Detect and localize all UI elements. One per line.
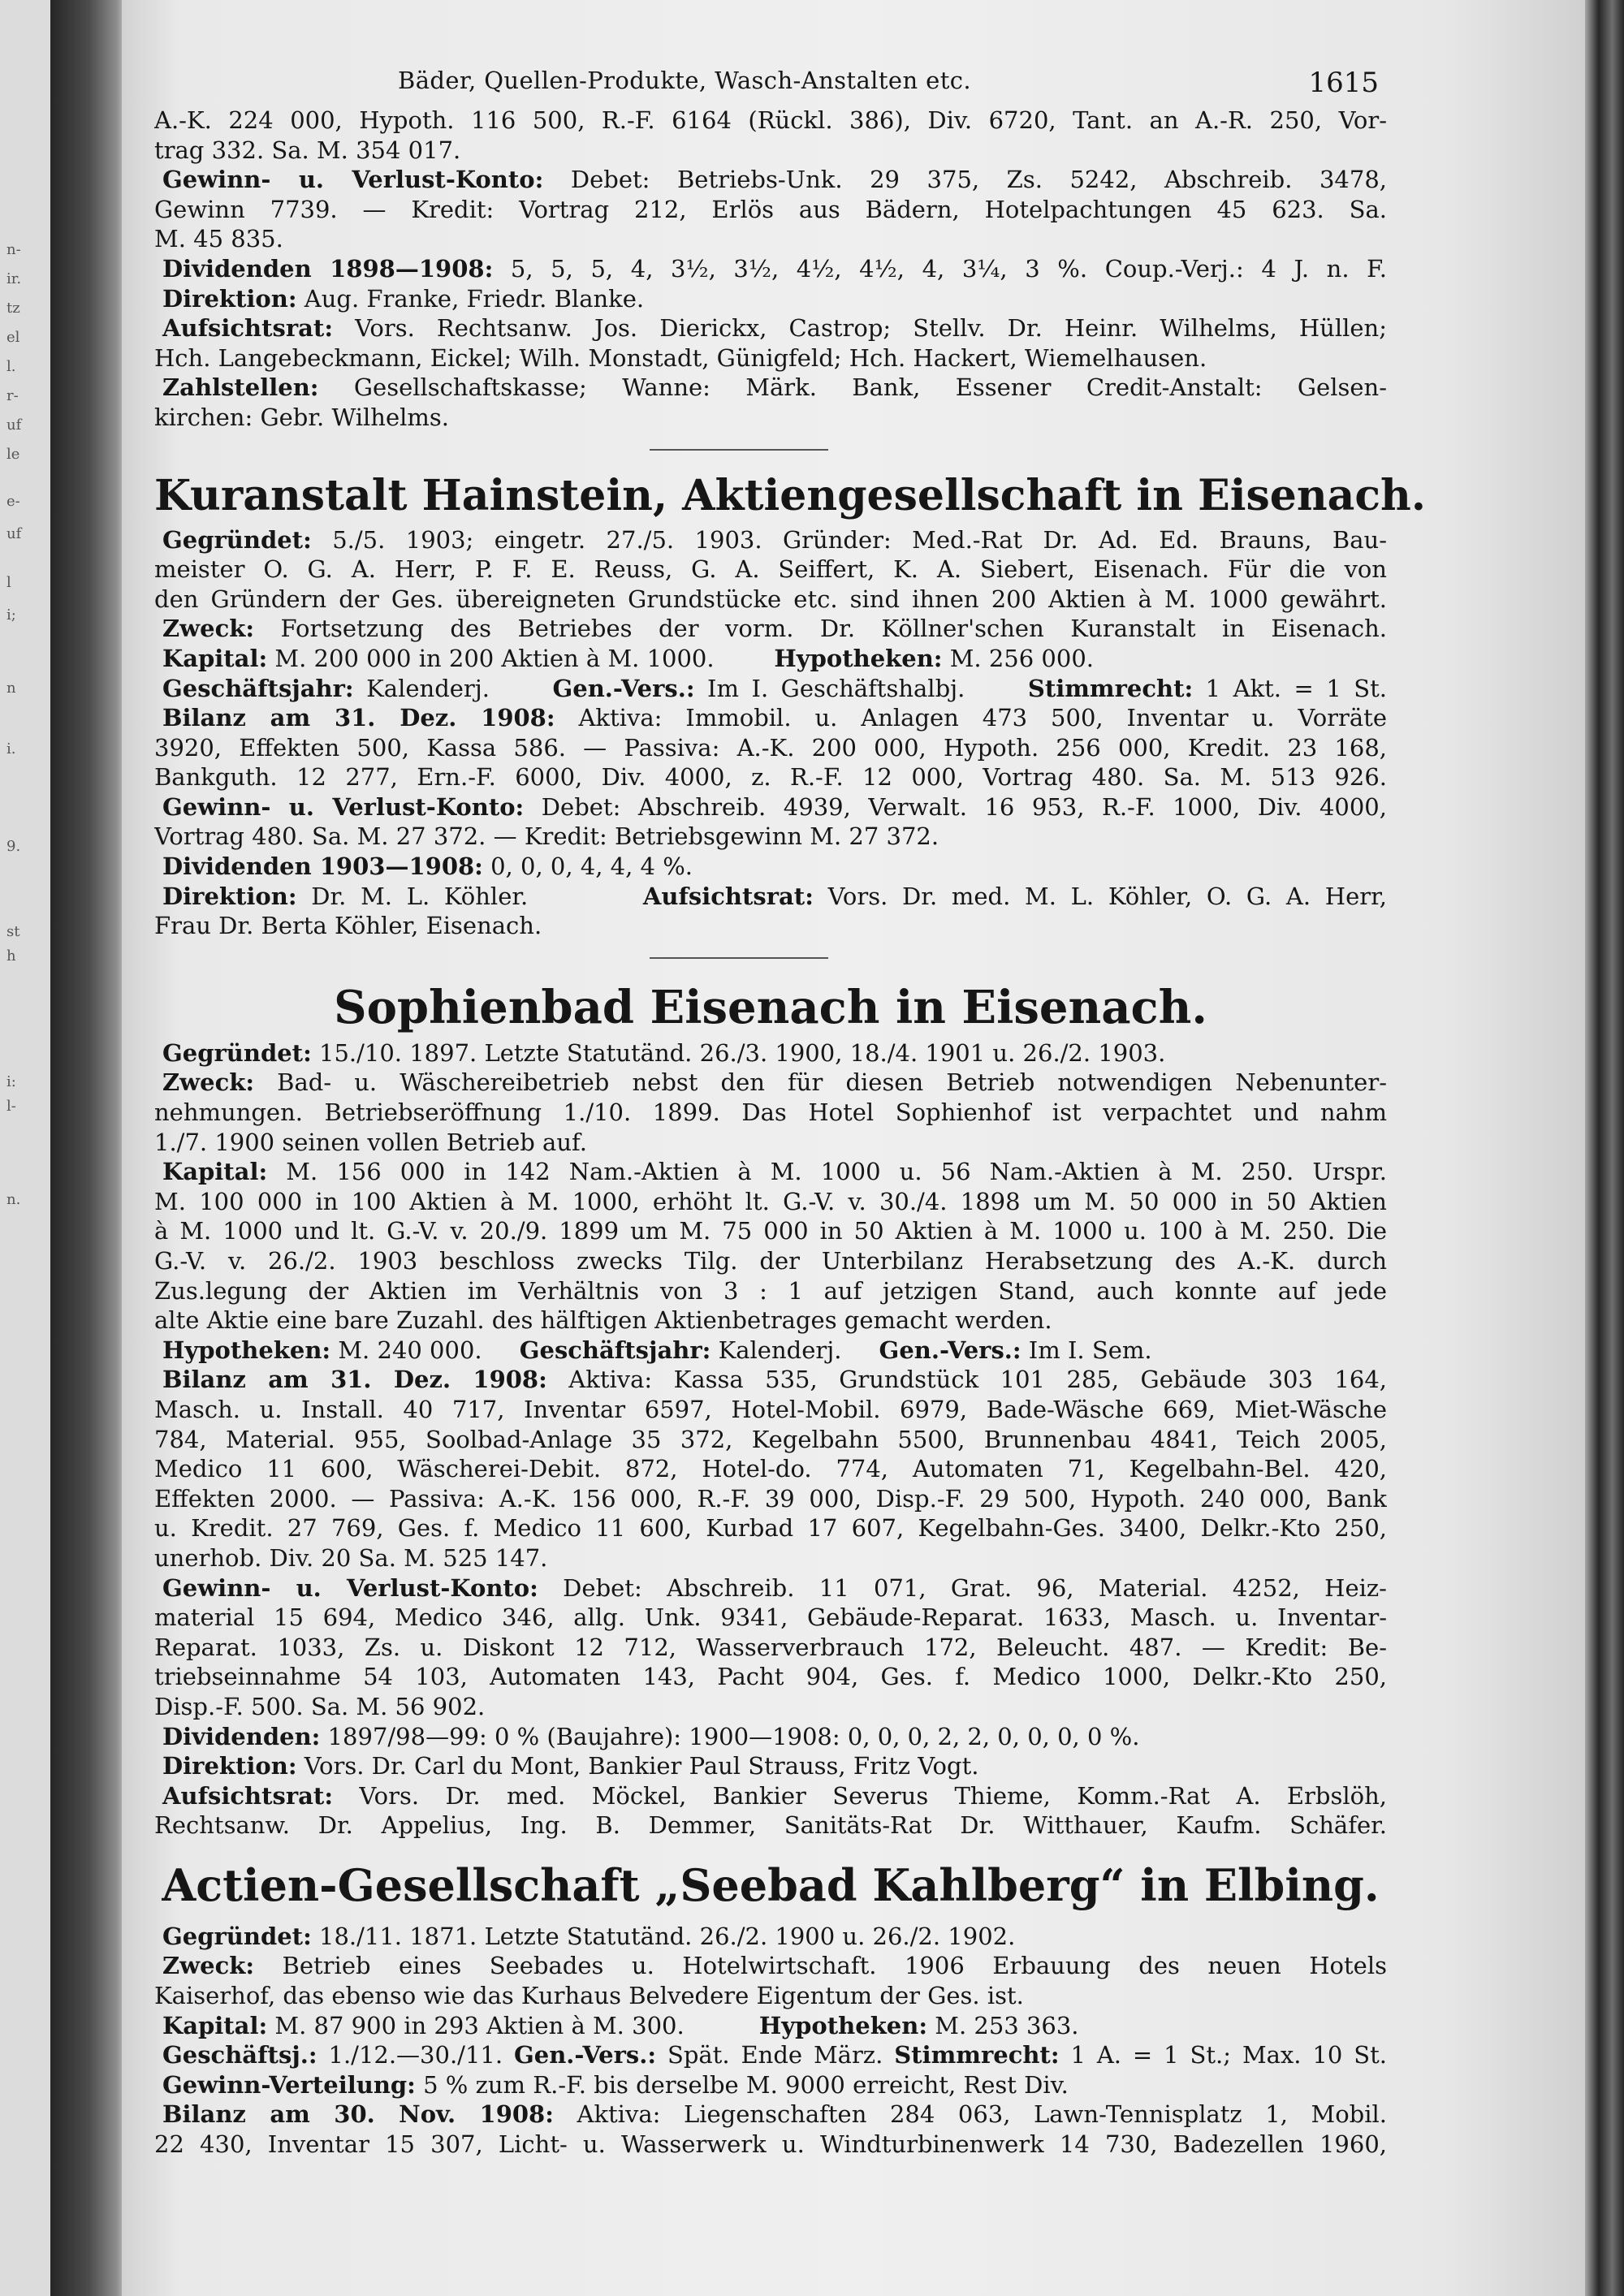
text-line: Reparat. 1033, Zs. u. Diskont 12 712, Wasserverbrauch 172, Beleucht. 487. — Kredit: Be-	[154, 1633, 1387, 1661]
company-title: Actien-Gesellschaft „Seebad Kahlberg“ in Elbing.	[162, 1858, 1380, 1911]
balance-line	[154, 1365, 1387, 1395]
direction-line	[154, 882, 1387, 912]
capital-line	[154, 1157, 1387, 1187]
fragment: st	[6, 923, 20, 940]
fragment: uf	[6, 525, 22, 542]
section-label: Kapital:	[162, 2011, 268, 2039]
section-text: M. 256 000.	[942, 644, 1094, 672]
section-label: Bilanz am 31. Dez. 1908:	[162, 704, 555, 732]
section-label: Gen.-Vers.:	[514, 2041, 657, 2069]
text-line: unerhob. Div. 20 Sa. M. 525 147.	[154, 1543, 548, 1572]
direction-line	[154, 284, 1387, 314]
section-text: M. 87 900 in 293 Aktien à M. 300.	[267, 2011, 685, 2039]
section-text: 18./11. 1871. Letzte Statutänd. 26./2. 1900 u. 26./2. 1902.	[311, 1922, 1016, 1950]
guv-line	[154, 792, 1387, 822]
dividend-line	[154, 254, 1387, 284]
founded-line	[154, 1038, 1387, 1068]
section-text: Debet: Betriebs-Unk. 29 375, Zs. 5242, Abschreib. 3478,	[543, 166, 1387, 194]
section-label: Hypotheken:	[774, 644, 943, 672]
text-line: material 15 694, Medico 346, allg. Unk. 9341, Gebäude-Reparat. 1633, Masch. u. Inventar-	[154, 1603, 1387, 1632]
section-label: Hypotheken:	[162, 1336, 331, 1364]
guv-line	[154, 1573, 1387, 1603]
section-label: Kapital:	[162, 1158, 268, 1186]
text-line: Masch. u. Install. 40 717, Inventar 6597, Hotel-Mobil. 6979, Bade-Wäsche 669, Miet-Wäsche	[154, 1395, 1387, 1423]
balance-line	[154, 703, 1387, 733]
section-text: Kalenderj.	[353, 674, 490, 702]
text-line: Zus.legung der Aktien im Verhältnis von 3 : 1 auf jetzigen Stand, auch konnte auf jede	[154, 1276, 1387, 1305]
founded-line	[154, 1922, 1387, 1952]
fragment: h	[6, 947, 16, 965]
section-label: Gen.-Vers.:	[879, 1336, 1021, 1364]
text-line: Vortrag 480. Sa. M. 27 372. — Kredit: Betriebsgewinn M. 27 372.	[154, 822, 939, 851]
fragment: i:	[6, 1073, 16, 1090]
fragment: el	[6, 329, 20, 346]
text-line: u. Kredit. 27 769, Ges. f. Medico 11 600, Kurbad 17 607, Kegelbahn-Ges. 3400, Delkr.-Kto 250,	[154, 1514, 1387, 1543]
purpose-line	[154, 1951, 1387, 1981]
section-label: Gewinn- u. Verlust-Konto:	[162, 1573, 538, 1602]
fiscal-year-line	[154, 2040, 1387, 2070]
page-number: 1615	[1308, 67, 1379, 99]
fragment: i.	[6, 740, 16, 757]
section-text: Im I. Sem.	[1021, 1336, 1152, 1364]
text-line: meister O. G. A. Herr, P. F. E. Reuss, G. A. Seiffert, K. A. Siebert, Eisenach. Für die von	[154, 555, 1387, 584]
section-text: 5, 5, 5, 4, 3½, 3½, 4½, 4½, 4, 3¼, 3 %. Coup.-Verj.: 4 J. n. F.	[493, 254, 1387, 283]
section-text: Betrieb eines Seebades u. Hotelwirtschaft. 1906 Erbauung des neuen Hotels	[254, 1952, 1387, 1980]
paying-agents-line	[154, 373, 1387, 403]
section-label: Geschäftsjahr:	[162, 674, 354, 702]
fragment: 9.	[6, 838, 21, 855]
text-line: kirchen: Gebr. Wilhelms.	[154, 403, 450, 431]
dividend-line	[154, 852, 1387, 882]
text-line: Rechtsanw. Dr. Appelius, Ing. B. Demmer, Sanitäts-Rat Dr. Witthauer, Kaufm. Schäfer.	[154, 1811, 1387, 1840]
text-line: Disp.-F. 500. Sa. M. 56 902.	[154, 1692, 486, 1720]
section-label: Hypotheken:	[758, 2011, 928, 2039]
separator-rule	[154, 941, 1387, 978]
section-text: Vors. Dr. Carl du Mont, Bankier Paul Strauss, Fritz Vogt.	[296, 1752, 979, 1780]
section-label: Aufsichtsrat:	[162, 314, 334, 343]
text-line: M. 45 835.	[154, 225, 283, 253]
section-text: 1 A. = 1 St.; Max. 10 St.	[1059, 2041, 1387, 2069]
section-text: Dr. M. L. Köhler.	[296, 882, 529, 910]
section-label: Zahlstellen:	[162, 373, 319, 402]
text-line: 3920, Effekten 500, Kassa 586. — Passiva: A.-K. 200 000, Hypoth. 256 000, Kredit. 23 168,	[154, 733, 1387, 762]
entry-seebad-kahlberg	[154, 1860, 1387, 2160]
section-text: Spät. Ende März.	[656, 2041, 883, 2069]
section-label: Geschäftsj.:	[162, 2041, 317, 2069]
section-text: Aktiva: Liegenschaften 284 063, Lawn-Tennisplatz 1, Mobil.	[553, 2100, 1387, 2129]
section-text: Aug. Franke, Friedr. Blanke.	[296, 284, 645, 313]
section-text: 0, 0, 0, 4, 4, 4 %.	[482, 852, 693, 881]
section-label: Gegründet:	[162, 525, 312, 554]
text-line: à M. 1000 und lt. G.-V. v. 20./9. 1899 um M. 75 000 in 50 Aktien à M. 1000 u. 100 à M. 250. Die	[154, 1217, 1387, 1245]
binding-gutter-shadow	[50, 0, 128, 2296]
section-label: Zweck:	[162, 1952, 255, 1980]
fragment: le	[6, 446, 20, 463]
fragment: n.	[6, 1191, 21, 1208]
board-line	[154, 1781, 1387, 1811]
text-line: nehmungen. Betriebseröffnung 1./10. 1899. Das Hotel Sophienhof ist verpachtet und nahm	[154, 1098, 1387, 1127]
section-label: Zweck:	[162, 615, 255, 643]
fragment: e-	[6, 493, 20, 510]
section-label: Direktion:	[162, 284, 297, 313]
section-label: Dividenden 1903—1908:	[162, 852, 483, 881]
fragment: uf	[6, 416, 22, 434]
section-text: Fortsetzung des Betriebes der vorm. Dr. Köllner'schen Kuranstalt in Eisenach.	[254, 615, 1387, 643]
section-label: Bilanz am 30. Nov. 1908:	[162, 2100, 554, 2129]
company-title: Kuranstalt Hainstein, Aktiengesellschaft in Eisenach.	[154, 470, 1426, 520]
text-line: alte Aktie eine bare Zuzahl. des hälftigen Aktienbetrages gemacht werden.	[154, 1306, 1052, 1335]
section-text: Aktiva: Kassa 535, Grundstück 101 285, Gebäude 303 164,	[546, 1366, 1387, 1394]
text-line: Frau Dr. Berta Köhler, Eisenach.	[154, 912, 542, 940]
book-spine-edge	[1585, 0, 1624, 2296]
fragment: l	[6, 574, 11, 591]
section-label: Direktion:	[162, 882, 297, 910]
fiscal-year-line	[154, 674, 1387, 704]
section-text: Debet: Abschreib. 11 071, Grat. 96, Material. 4252, Heiz-	[538, 1573, 1387, 1602]
section-text: M. 156 000 in 142 Nam.-Aktien à M. 1000 u. 56 Nam.-Aktien à M. 250. Urspr.	[267, 1158, 1387, 1186]
text-line: Bankguth. 12 277, Ern.-F. 6000, Div. 4000, z. R.-F. 12 000, Vortrag 480. Sa. M. 513 926.	[154, 763, 1387, 792]
profit-distribution-line	[154, 2070, 1387, 2100]
section-label: Aufsichtsrat:	[162, 1781, 334, 1810]
purpose-line	[154, 1068, 1387, 1098]
section-label: Aufsichtsrat:	[642, 882, 814, 910]
text-line: Kaiserhof, das ebenso wie das Kurhaus Belvedere Eigentum der Ges. ist.	[154, 1982, 1024, 2010]
text-line: Medico 11 600, Wäscherei-Debit. 872, Hotel-do. 774, Automaten 71, Kegelbahn-Bel. 420,	[154, 1455, 1387, 1483]
separator-rule	[154, 433, 1387, 470]
text-line: G.-V. v. 26./2. 1903 beschloss zwecks Tilg. der Unterbilanz Herabsetzung des A.-K. durch	[154, 1247, 1387, 1275]
section-label: Gegründet:	[162, 1922, 312, 1950]
text-line: Hch. Langebeckmann, Eickel; Wilh. Monstadt, Günigfeld; Hch. Hackert, Wiemelhausen.	[154, 343, 1207, 372]
board-line	[154, 313, 1387, 343]
section-label: Dividenden 1898—1908:	[162, 254, 494, 283]
fragment: r-	[6, 387, 19, 404]
text-line: 784, Material. 955, Soolbad-Anlage 35 372, Kegelbahn 5500, Brunnenbau 4841, Teich 2005,	[154, 1425, 1387, 1453]
text-line: den Gründern der Ges. übereigneten Grundstücke etc. sind ihnen 200 Aktien à M. 1000 gewährt.	[154, 585, 1387, 613]
text-line: 1./7. 1900 seinen vollen Betrieb auf.	[154, 1128, 587, 1156]
text-line: Gewinn 7739. — Kredit: Vortrag 212, Erlös aus Bädern, Hotelpachtungen 45 623. Sa.	[154, 195, 1387, 223]
mortgage-line	[154, 1336, 1387, 1366]
section-text: 1897/98—99: 0 % (Baujahre): 1900—1908: 0, 0, 0, 2, 2, 0, 0, 0, 0 %.	[320, 1722, 1140, 1750]
section-label: Gewinn- u. Verlust-Konto:	[162, 792, 525, 821]
section-label: Kapital:	[162, 644, 268, 672]
section-text: Debet: Abschreib. 4939, Verwalt. 16 953, R.-F. 1000, Div. 4000,	[524, 792, 1387, 821]
section-text: Kalenderj.	[710, 1336, 842, 1364]
page-content	[154, 67, 1426, 2160]
fragment: ir.	[6, 270, 22, 287]
guv-line	[154, 165, 1387, 195]
section-label: Zweck:	[162, 1068, 255, 1097]
section-text: Vors. Dr. med. Möckel, Bankier Severus Thieme, Komm.-Rat A. Erbslöh,	[333, 1781, 1387, 1810]
fragment: l.	[6, 358, 16, 375]
section-label: Bilanz am 31. Dez. 1908:	[162, 1366, 547, 1394]
section-label: Gegründet:	[162, 1038, 312, 1067]
section-label: Gewinn-Verteilung:	[162, 2070, 416, 2099]
section-text: Im I. Geschäftshalbj.	[694, 674, 965, 702]
fragment: n	[6, 680, 16, 697]
section-text: M. 200 000 in 200 Aktien à M. 1000.	[267, 644, 715, 672]
section-label: Direktion:	[162, 1752, 297, 1780]
previous-page-fragments	[6, 0, 47, 2296]
section-label: Geschäftsjahr:	[519, 1336, 711, 1364]
section-text: 5./5. 1903; eingetr. 27./5. 1903. Gründer: Med.-Rat Dr. Ad. Ed. Brauns, Bau-	[311, 525, 1387, 554]
direction-line	[154, 1751, 1387, 1781]
text-line: triebseinnahme 54 103, Automaten 143, Pacht 904, Ges. f. Medico 1000, Delkr.-Kto 250,	[154, 1663, 1387, 1691]
balance-line	[154, 2100, 1387, 2130]
fragment: tz	[6, 300, 20, 317]
fragment: l-	[6, 1098, 16, 1115]
company-title: Sophienbad Eisenach in Eisenach.	[334, 980, 1207, 1034]
section-text: Vors. Dr. med. M. L. Köhler, O. G. A. Herr,	[813, 882, 1387, 910]
section-text: Bad- u. Wäschereibetrieb nebst den für diesen Betrieb notwendigen Nebenunter-	[254, 1068, 1387, 1097]
page-header	[154, 67, 1387, 106]
section-label: Stimmrecht:	[894, 2041, 1060, 2069]
text-line: 22 430, Inventar 15 307, Licht- u. Wasserwerk u. Windturbinenwerk 14 730, Badezellen 1960,	[154, 2130, 1387, 2159]
entry-continued	[154, 106, 1387, 433]
text-line: A.-K. 224 000, Hypoth. 116 500, R.-F. 6164 (Rückl. 386), Div. 6720, Tant. an A.-R. 250, Vor-	[154, 106, 1387, 134]
section-text: Aktiva: Immobil. u. Anlagen 473 500, Inventar u. Vorräte	[555, 704, 1387, 732]
dividend-line	[154, 1722, 1387, 1752]
capital-line	[154, 644, 1387, 674]
section-text: 15./10. 1897. Letzte Statutänd. 26./3. 1900, 18./4. 1901 u. 26./2. 1903.	[311, 1038, 1166, 1067]
section-text: 1 Akt. = 1 St.	[1193, 674, 1387, 702]
text-line: M. 100 000 in 100 Aktien à M. 1000, erhöht lt. G.-V. v. 30./4. 1898 um M. 50 000 in 50 Aktien	[154, 1187, 1387, 1215]
entry-sophienbad-eisenach	[154, 982, 1387, 1841]
text-line: Effekten 2000. — Passiva: A.-K. 156 000, R.-F. 39 000, Disp.-F. 29 500, Hypoth. 240 000, Bank	[154, 1484, 1387, 1513]
section-label: Gewinn- u. Verlust-Konto:	[162, 166, 544, 194]
founded-line	[154, 525, 1387, 555]
section-text: M. 253 363.	[927, 2011, 1079, 2039]
section-text: 1./12.—30./11.	[317, 2041, 503, 2069]
capital-line	[154, 2011, 1387, 2041]
section-text: Vors. Rechtsanw. Jos. Dierickx, Castrop; Stellv. Dr. Heinr. Wilhelms, Hüllen;	[333, 314, 1387, 343]
section-text: 5 % zum R.-F. bis derselbe M. 9000 erreicht, Rest Div.	[415, 2070, 1069, 2099]
fragment: i;	[6, 606, 16, 624]
section-text: Gesellschaftskasse; Wanne: Märk. Bank, Essener Credit-Anstalt: Gelsen-	[318, 373, 1387, 402]
purpose-line	[154, 614, 1387, 644]
entry-kuranstalt-hainstein	[154, 470, 1426, 941]
running-title: Bäder, Quellen-Produkte, Wasch-Anstalten etc.	[398, 67, 972, 94]
section-label: Gen.-Vers.:	[552, 674, 695, 702]
fragment: n-	[6, 241, 21, 258]
section-label: Dividenden:	[162, 1722, 321, 1750]
section-label: Stimmrecht:	[1027, 674, 1194, 702]
text-line: trag 332. Sa. M. 354 017.	[154, 136, 461, 164]
section-text: M. 240 000.	[330, 1336, 482, 1364]
